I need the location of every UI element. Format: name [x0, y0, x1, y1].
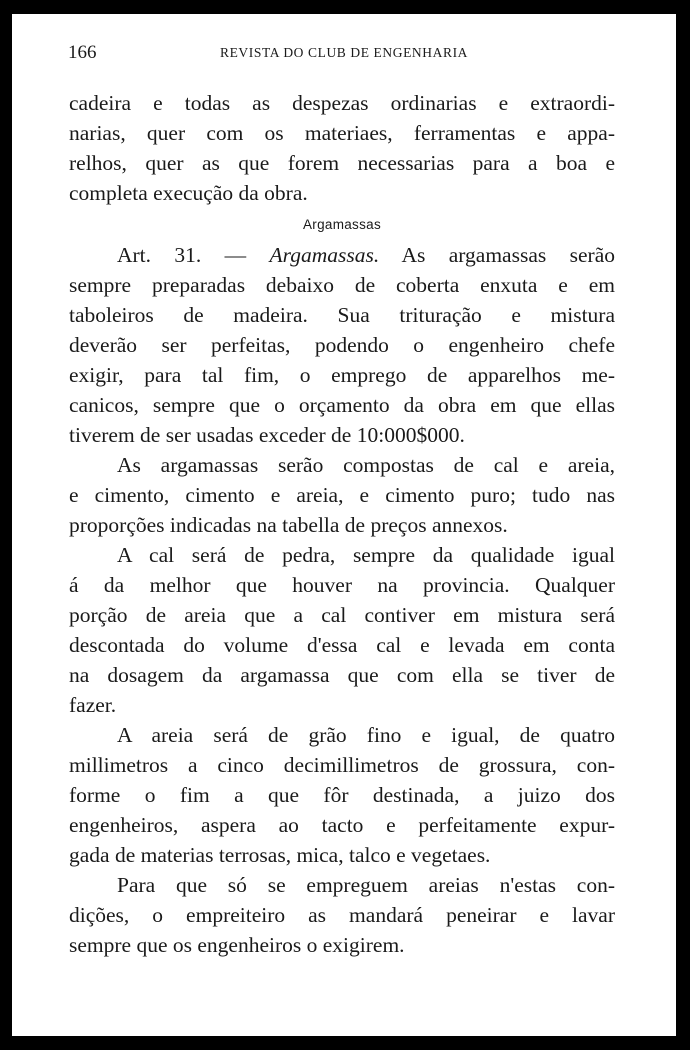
text-line: descontada do volume d'essa cal e levada em conta — [69, 633, 615, 657]
text-line: A areia será de grão fino e igual, de quatro — [117, 723, 615, 747]
running-head — [68, 42, 620, 64]
journal-title: REVISTA DO CLUB DE ENGENHARIA — [219, 45, 469, 60]
text-line: dições, o empreiteiro as mandará peneirar e lavar — [69, 903, 615, 927]
text-line: forme o fim a que fôr destinada, a juizo dos — [69, 783, 615, 807]
section-heading: Argamassas — [302, 217, 382, 232]
text-line: narias, quer com os materiaes, ferramentas e appa- — [69, 121, 615, 145]
text-line: proporções indicadas na tabella de preços annexos. — [69, 513, 508, 537]
text-line: sempre preparadas debaixo de coberta enxuta e em — [69, 273, 615, 297]
text-line: taboleiros de madeira. Sua trituração e mistura — [69, 303, 615, 327]
text-line: exigir, para tal fim, o emprego de apparelhos me- — [69, 363, 615, 387]
text-line: tiverem de ser usadas exceder de 10:000$000. — [69, 423, 465, 447]
text-line: canicos, sempre que o orçamento da obra em que ellas — [69, 393, 615, 417]
text-line: engenheiros, aspera ao tacto e perfeitamente expur- — [69, 813, 615, 837]
paragraph-lime — [69, 540, 615, 720]
text-line: sempre que os engenheiros o exigirem. — [69, 933, 405, 957]
text-line: e cimento, cimento e areia, e cimento puro; tudo nas — [69, 483, 615, 507]
article-title: Argamassas. — [269, 243, 380, 267]
text-line: fazer. — [69, 693, 117, 717]
text-line: na dosagem da argamassa que com ella se tiver de — [69, 663, 615, 687]
text-line: millimetros a cinco decimillimetros de grossura, con- — [69, 753, 615, 777]
paragraph-continuation — [69, 88, 615, 208]
page-number: 166 — [68, 42, 97, 63]
body-text — [69, 88, 615, 960]
paragraph-article-31 — [69, 240, 615, 450]
text-line: cadeira e todas as despezas ordinarias e extraordi- — [69, 91, 615, 115]
paragraph-composition — [69, 450, 615, 540]
article-number: Art. 31. — — [117, 243, 270, 267]
article-first-line — [69, 240, 615, 270]
text-line: completa execução da obra. — [69, 181, 308, 205]
text-line: porção de areia que a cal contiver em mistura será — [69, 603, 615, 627]
text-line: Para que só se empreguem areias n'estas con- — [117, 873, 615, 897]
text-line: gada de materias terrosas, mica, talco e vegetaes. — [69, 843, 491, 867]
paragraph-sand — [69, 720, 615, 870]
text-line: relhos, quer as que forem necessarias para a boa e — [69, 151, 615, 175]
book-page — [12, 14, 676, 1036]
paragraph-sieving — [69, 870, 615, 960]
text-line: As argamassas serão compostas de cal e areia, — [117, 453, 615, 477]
text-line: A cal será de pedra, sempre da qualidade igual — [117, 543, 615, 567]
article-first-line-rest: As argamassas serão — [379, 243, 615, 267]
text-line: deverão ser perfeitas, podendo o engenheiro chefe — [69, 333, 615, 357]
text-line: á da melhor que houver na provincia. Qualquer — [69, 573, 615, 597]
